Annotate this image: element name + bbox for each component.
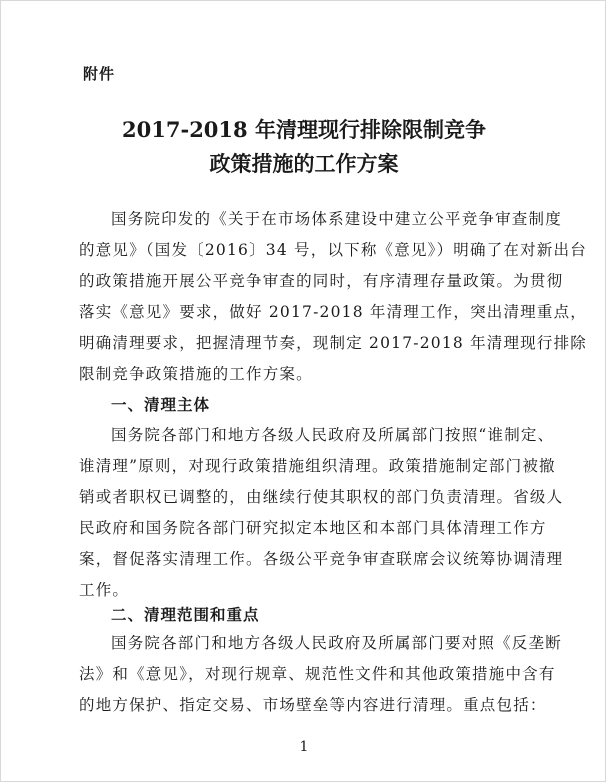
paragraph-line: 的政策措施开展公平竞争审查的同时，有序清理存量政策。为贯彻 [79,272,564,290]
paragraph-line: 限制竞争政策措施的工作方案。 [79,365,313,383]
paragraph-line: 民政府和国务院各部门研究拟定本地区和本部门具体清理工作方 [79,519,547,537]
paragraph-line: 国务院各部门和地方各级人民政府及所属部门要对照《反垄断 [111,634,562,652]
paragraph-line: 案，督促落实清理工作。各级公平竞争审查联席会议统筹协调清理 [79,550,564,568]
section-heading-2: 二、清理范围和重点 [111,606,260,624]
paragraph-line: 落实《意见》要求，做好 2017-2018 年清理工作，突出清理重点， [79,303,587,321]
document-title-line-1: 2017-2018 年清理现行排除限制竞争 [122,117,486,142]
intro-paragraph [79,204,587,390]
paragraph-line: 销或者职权已调整的，由继续行使其职权的部门负责清理。省级人 [79,488,564,506]
section-heading-1: 一、清理主体 [111,396,211,414]
paragraph-line: 谁清理”原则，对现行政策措施组织清理。政策措施制定部门被撤 [79,457,556,475]
section-1-paragraph [79,420,564,606]
attachment-label: 附件 [83,65,116,83]
document-title-line-2: 政策措施的工作方案 [209,151,399,176]
paragraph-line: 的地方保护、指定交易、市场壁垒等内容进行清理。重点包括： [79,696,547,714]
paragraph-line: 工作。 [79,581,130,599]
section-2-paragraph [79,628,562,721]
page-number: 1 [299,739,309,755]
paragraph-line: 国务院印发的《关于在市场体系建设中建立公平竞争审查制度 [111,210,562,228]
paragraph-line: 明确清理要求，把握清理节奏，现制定 2017-2018 年清理现行排除 [79,334,587,352]
paragraph-line: 的意见》（国发〔2016〕34 号，以下称《意见》）明确了在对新出台 [79,241,587,259]
paragraph-line: 国务院各部门和地方各级人民政府及所属部门按照“谁制定、 [111,426,555,444]
paragraph-line: 法》和《意见》，对现行规章、规范性文件和其他政策措施中含有 [79,665,556,683]
